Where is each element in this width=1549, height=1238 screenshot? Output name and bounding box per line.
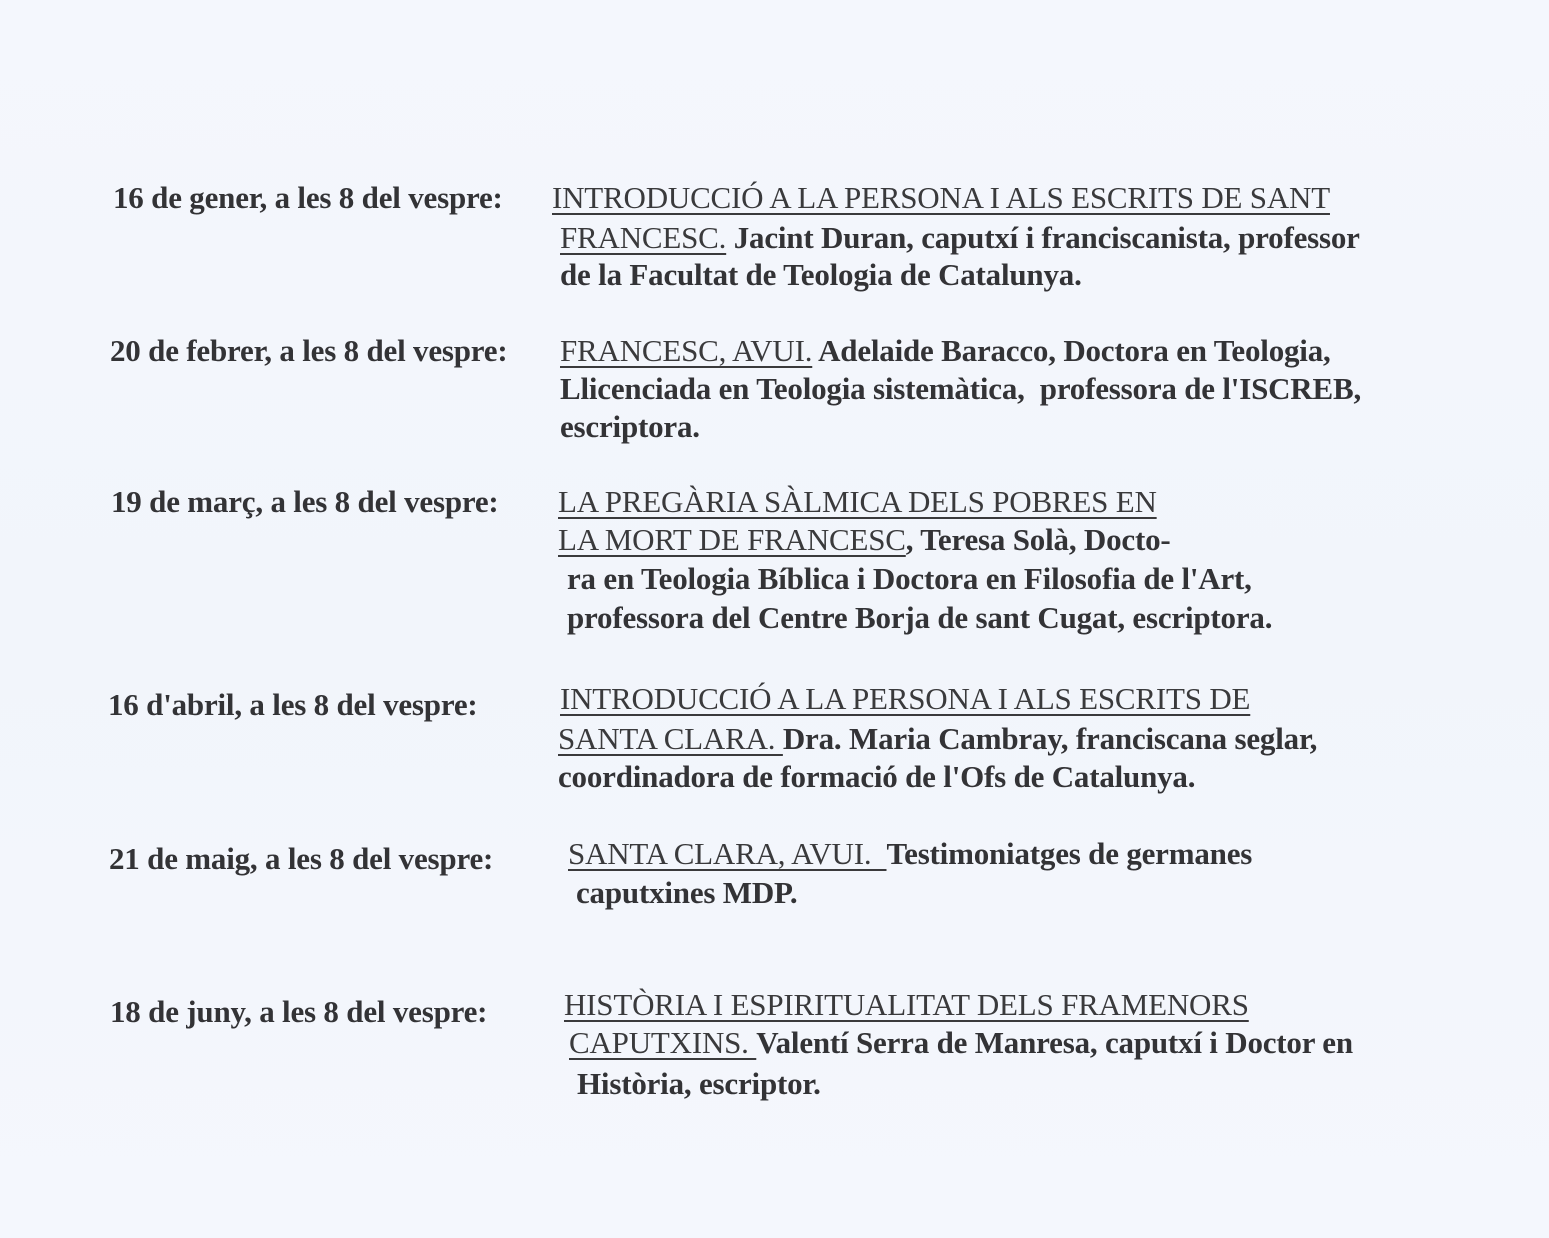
- event-description: Història, escriptor.: [577, 1066, 821, 1101]
- event-line: [552, 182, 1330, 213]
- event-description: caputxines MDP.: [576, 875, 798, 910]
- event-description: Llicenciada en Teologia sistemàtica, professora de l'ISCREB,: [560, 371, 1361, 406]
- event-line: [560, 373, 1361, 404]
- event-date: 19 de març, a les 8 del vespre:: [111, 484, 499, 519]
- event-line: [560, 411, 700, 442]
- event-line: [560, 683, 1250, 714]
- event-description: Adelaide Baracco, Doctora en Teologia,: [812, 333, 1331, 368]
- event-description: ra en Teologia Bíblica i Doctora en Filosofia de l'Art,: [567, 561, 1252, 596]
- event-title: LA PREGÀRIA SÀLMICA DELS POBRES EN: [558, 484, 1157, 519]
- event-title: SANTA CLARA, AVUI.: [568, 836, 887, 871]
- event-description: de la Facultat de Teologia de Catalunya.: [560, 257, 1082, 292]
- event-line: [569, 1027, 1353, 1058]
- event-title: LA MORT DE FRANCESC: [558, 522, 906, 557]
- event-line: [577, 1068, 821, 1099]
- event-description: , Teresa Solà, Docto-: [905, 522, 1171, 557]
- event-title: FRANCESC, AVUI.: [560, 333, 813, 368]
- event-description: Jacint Duran, caputxí i franciscanista, professor: [726, 220, 1360, 255]
- event-date: 20 de febrer, a les 8 del vespre:: [110, 333, 508, 368]
- event-title: SANTA CLARA.: [558, 721, 783, 756]
- event-date: 16 d'abril, a les 8 del vespre:: [108, 687, 478, 722]
- event-line: [567, 602, 1272, 633]
- event-title: FRANCESC.: [560, 220, 727, 255]
- event-date: 21 de maig, a les 8 del vespre:: [109, 841, 494, 876]
- event-line: [576, 877, 797, 908]
- event-line: [560, 222, 1360, 253]
- event-line: [560, 259, 1082, 290]
- event-description: Testimoniatges de germanes: [886, 836, 1253, 871]
- event-line: [558, 761, 1195, 792]
- event-line: [560, 335, 1331, 366]
- event-description: escriptora.: [560, 409, 700, 444]
- event-line: [568, 838, 1252, 869]
- event-line: [558, 723, 1317, 754]
- event-date: 18 de juny, a les 8 del vespre:: [110, 994, 488, 1029]
- event-line: [558, 486, 1157, 517]
- event-line: [567, 563, 1252, 594]
- event-description: coordinadora de formació de l'Ofs de Catalunya.: [558, 759, 1196, 794]
- event-line: [558, 524, 1171, 555]
- event-description: Dra. Maria Cambray, franciscana seglar,: [782, 721, 1318, 756]
- event-title: CAPUTXINS.: [569, 1025, 757, 1060]
- event-title: INTRODUCCIÓ A LA PERSONA I ALS ESCRITS DE: [560, 681, 1251, 716]
- event-date: 16 de gener, a les 8 del vespre:: [113, 180, 503, 215]
- event-title: HISTÒRIA I ESPIRITUALITAT DELS FRAMENORS: [564, 987, 1249, 1022]
- event-line: [564, 989, 1249, 1020]
- event-title: INTRODUCCIÓ A LA PERSONA I ALS ESCRITS DE SANT: [552, 180, 1330, 215]
- event-description: Valentí Serra de Manresa, caputxí i Doctor en: [756, 1025, 1353, 1060]
- event-description: professora del Centre Borja de sant Cugat, escriptora.: [567, 600, 1273, 635]
